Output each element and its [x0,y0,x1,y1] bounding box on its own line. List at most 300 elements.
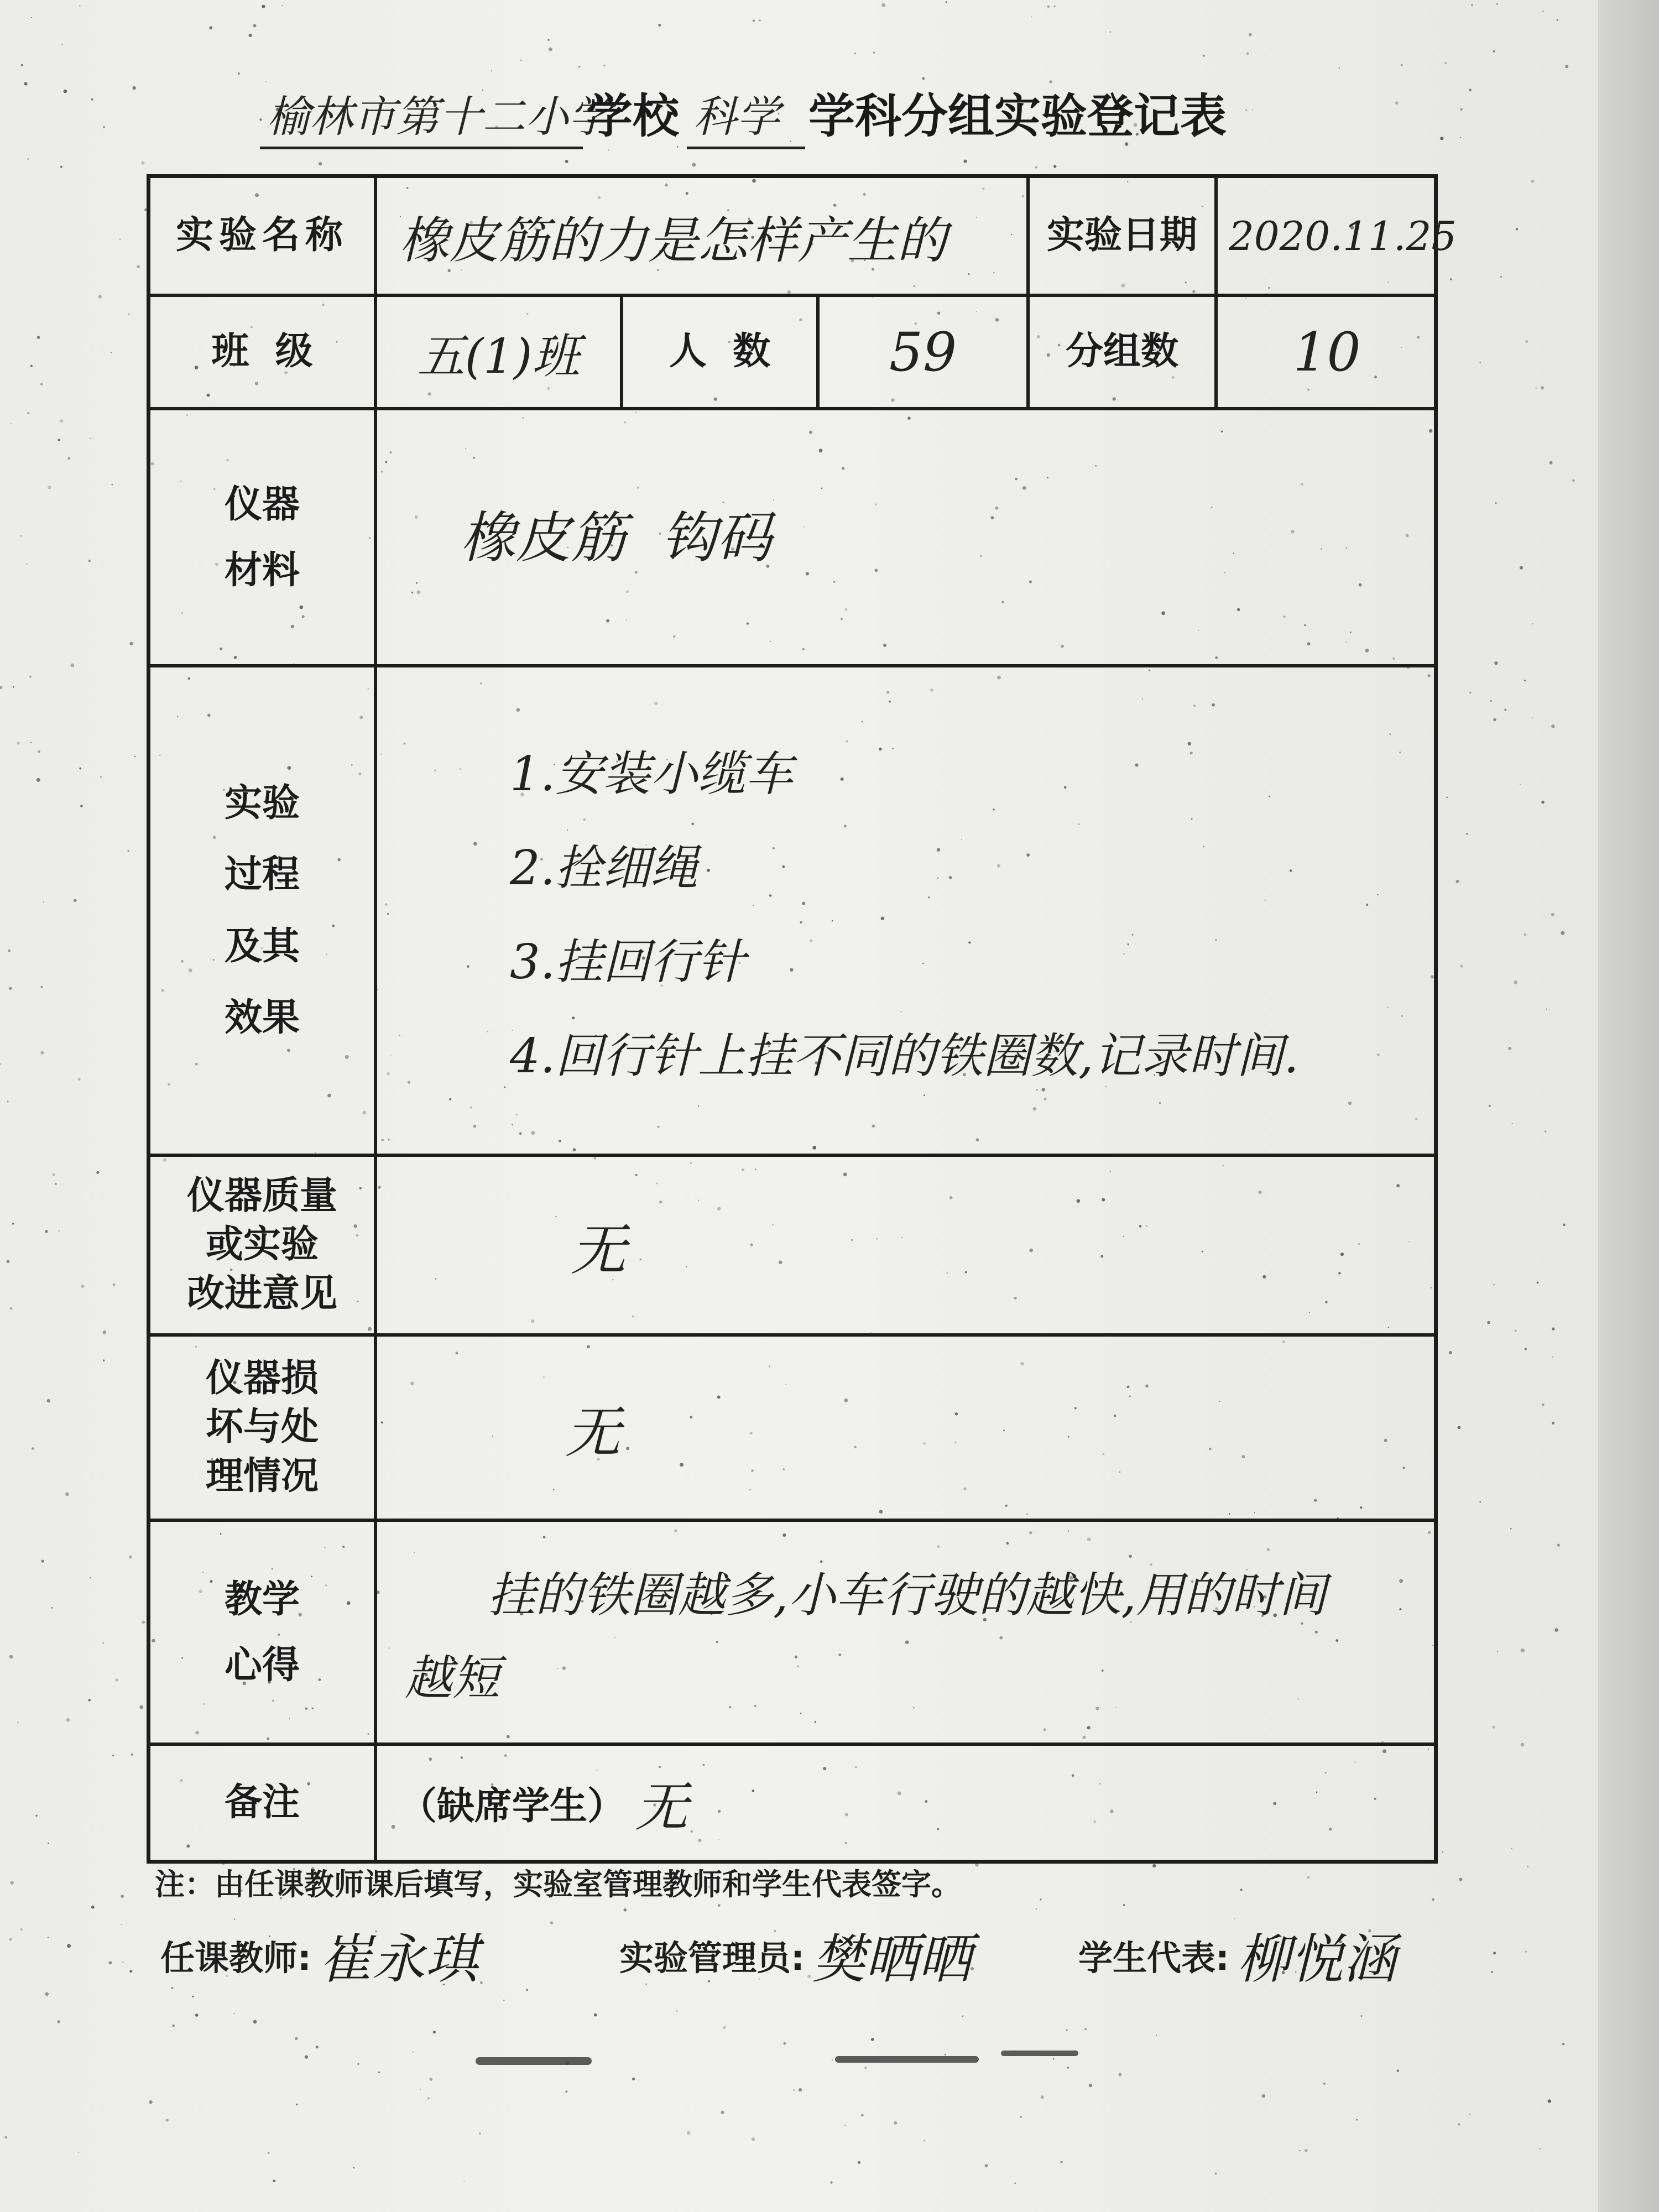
speckle-dot [1493,50,1495,53]
speckle-dot [67,1944,71,1948]
speckle-dot [51,1607,53,1609]
speckle-dot [1521,1743,1525,1747]
value-headcount: 59 [820,297,1030,410]
speckle-dot [7,1100,9,1103]
speckle-dot [873,51,875,54]
label-remarks: 备注 [150,1746,377,1860]
label-experiment-name: 实验名称 [150,178,377,297]
speckle-dot [1493,718,1496,722]
speckle-dot [1542,11,1543,12]
speckle-dot [975,1863,978,1866]
speckle-dot [603,65,605,66]
speckle-dot [48,486,51,489]
speckle-dot [463,2180,465,2182]
speckle-dot [1466,833,1468,835]
ink-smudge [835,2056,979,2063]
speckle-dot [1299,2150,1300,2151]
school-suffix: 学校 [586,89,680,143]
speckle-dot [21,64,23,66]
speckle-dot [964,160,967,163]
speckle-dot [1152,1864,1156,1867]
speckle-dot [1047,6,1050,8]
speckle-dot [1516,228,1518,230]
speckle-dot [1249,33,1252,36]
speckle-dot [1552,1327,1554,1330]
speckle-dot [0,1063,1,1065]
speckle-dot [122,1961,124,1963]
speckle-dot [1510,1528,1512,1530]
speckle-dot [132,86,135,90]
speckle-dot [209,26,212,29]
speckle-dot [1456,880,1459,883]
speckle-dot [1514,980,1517,984]
speckle-dot [1446,796,1448,798]
speckle-dot [1512,1123,1513,1124]
speckle-dot [40,383,43,386]
speckle-dot [1215,2173,1217,2175]
speckle-dot [127,850,129,852]
speckle-dot [1524,933,1526,936]
lab-manager-label: 实验管理员: [619,1937,805,1978]
speckle-dot [1525,340,1528,343]
speckle-dot [565,2090,567,2093]
speckle-dot [752,2137,755,2141]
speckle-dot [1537,1281,1539,1284]
process-steps [377,667,1436,1157]
speckle-dot [1203,55,1205,57]
reflection-text [377,1522,1436,1746]
speckle-dot [1493,1284,1495,1286]
speckle-dot [103,1642,104,1644]
teacher-signature [160,1919,478,1991]
speckle-dot [90,1577,91,1579]
speckle-dot [1535,388,1537,389]
speckle-dot [1040,1898,1041,1900]
value-absent-students: 无 [635,1776,688,1838]
speckle-dot [55,1183,57,1185]
speckle-dot [1545,1130,1547,1133]
speckle-dot [142,1621,145,1624]
label-class: 班 级 [150,297,377,410]
speckle-dot [565,160,568,163]
speckle-dot [41,986,43,988]
speckle-dot [687,2131,691,2135]
speckle-dot [130,642,133,645]
student-rep-name: 柳悦涵 [1237,1928,1396,1990]
speckle-dot [78,2152,79,2153]
speckle-dot [10,1307,13,1310]
speckle-dot [10,1881,14,1885]
speckle-dot [80,805,82,807]
speckle-dot [88,1699,91,1701]
speckle-dot [1552,1422,1554,1425]
speckle-dot [548,39,550,41]
speckle-dot [1479,1501,1481,1503]
speckle-dot [549,48,552,51]
speckle-dot [1118,2073,1121,2077]
speckle-dot [60,419,63,422]
speckle-dot [111,352,112,353]
speckle-dot [253,24,257,28]
ink-smudge [476,2057,592,2065]
value-class: 五(1)班 [377,297,623,410]
speckle-dot [30,742,32,743]
speckle-dot [78,1078,81,1081]
speckle-dot [96,1171,99,1174]
value-damage: 无 [377,1337,1436,1522]
speckle-dot [253,2020,257,2024]
speckle-dot [1036,1908,1037,1910]
speckle-dot [172,2025,175,2027]
speckle-dot [881,3,885,7]
speckle-dot [249,34,252,37]
speckle-dot [1339,67,1340,69]
speckle-dot [1123,1904,1125,1906]
speckle-dot [45,1230,48,1233]
speckle-dot [129,1556,132,1559]
speckle-dot [378,2072,380,2073]
speckle-dot [924,2140,925,2141]
speckle-dot [81,1285,84,1288]
speckle-dot [433,2031,436,2033]
speckle-dot [121,1895,123,1897]
speckle-dot [1458,2123,1460,2125]
speckle-dot [1469,88,1472,91]
speckle-dot [26,563,28,565]
speckle-dot [31,17,32,18]
speckle-dot [119,238,121,240]
speckle-dot [1252,109,1253,111]
speckle-dot [578,66,580,67]
reflection-line: 越短 [405,1650,500,1706]
speckle-dot [854,53,856,54]
speckle-dot [1557,1544,1560,1547]
speckle-dot [658,24,661,27]
speckle-dot [799,2088,802,2091]
speckle-dot [17,1721,19,1723]
speckle-dot [1307,1876,1310,1879]
speckle-dot [103,126,105,128]
speckle-dot [103,1360,105,1361]
speckle-dot [427,2097,430,2099]
speckle-dot [17,742,19,744]
speckle-dot [4,2136,7,2138]
speckle-dot [1551,913,1554,916]
speckle-dot [1565,65,1568,68]
speckle-dot [1014,2182,1016,2184]
speckle-dot [1060,2161,1063,2164]
speckle-dot [1444,62,1447,64]
speckle-dot [1515,1330,1517,1332]
speckle-dot [28,158,29,159]
speckle-dot [1053,2058,1055,2060]
process-step: 1.安装小缆车 [510,746,794,802]
speckle-dot [1493,1726,1495,1729]
speckle-dot [47,1399,50,1402]
signature-row [160,1919,1443,1991]
speckle-dot [281,5,283,6]
speckle-dot [91,1906,95,1909]
speckle-dot [1531,180,1534,183]
process-step: 3.挂回行针 [510,934,746,990]
speckle-dot [844,2125,846,2126]
lab-manager-signature [619,1919,972,1991]
speckle-dot [192,1996,194,1997]
speckle-dot [38,750,40,753]
speckle-dot [1521,1648,1525,1652]
label-process: 实验 过程 及其 效果 [150,667,377,1157]
speckle-dot [1053,165,1056,168]
speckle-dot [608,149,609,151]
speckle-dot [316,2046,319,2048]
experiment-registration-table [147,174,1457,1864]
speckle-dot [35,1815,38,1817]
speckle-dot [1442,1851,1443,1853]
speckle-dot [1460,137,1461,138]
speckle-dot [1031,17,1032,18]
speckle-dot [1041,2095,1044,2099]
speckle-dot [491,70,493,72]
speckle-dot [1245,109,1247,111]
speckle-dot [1572,479,1574,482]
speckle-dot [721,2111,724,2114]
speckle-dot [1020,2116,1022,2118]
speckle-dot [894,2121,897,2125]
speckle-dot [139,1705,143,1709]
remarks-field [377,1746,1436,1860]
speckle-dot [9,1938,12,1941]
speckle-dot [58,1230,60,1232]
speckle-dot [1561,931,1565,935]
speckle-dot [692,163,696,167]
speckle-dot [1460,964,1463,968]
speckle-dot [70,664,74,667]
speckle-dot [296,2104,298,2105]
speckle-dot [90,438,91,440]
speckle-dot [985,2164,988,2167]
ink-smudge [1001,2051,1078,2056]
speckle-dot [295,2037,298,2041]
speckle-dot [79,768,81,770]
speckle-dot [1246,53,1249,55]
speckle-dot [1494,661,1498,665]
speckle-dot [1089,2084,1092,2087]
speckle-dot [137,265,140,268]
speckle-dot [946,1,947,3]
speckle-dot [64,90,67,93]
value-group-count: 10 [1218,297,1436,410]
speckle-dot [1432,1898,1434,1901]
speckle-dot [319,162,322,165]
speckle-dot [503,2000,505,2001]
speckle-dot [1262,2094,1265,2098]
speckle-dot [13,686,14,688]
speckle-dot [357,2063,359,2065]
speckle-dot [1471,4,1473,6]
speckle-dot [1460,108,1463,111]
speckle-dot [1563,1224,1565,1226]
label-improvement: 仪器质量 或实验 改进意见 [150,1157,377,1337]
speckle-dot [45,1992,49,1996]
speckle-dot [7,1260,10,1263]
speckle-dot [1500,276,1502,278]
speckle-dot [32,1447,34,1450]
label-headcount: 人 数 [623,297,820,410]
speckle-dot [1066,2030,1068,2031]
speckle-dot [1520,784,1521,785]
speckle-dot [20,535,22,537]
value-experiment-name: 橡皮筋的力是怎样产生的 [377,178,1030,297]
speckle-dot [783,2042,786,2045]
speckle-dot [353,2167,354,2168]
speckle-dot [420,2089,421,2090]
speckle-dot [1469,2114,1470,2115]
speckle-dot [594,2013,597,2017]
speckle-dot [195,2013,199,2017]
speckle-dot [88,560,91,562]
speckle-dot [1493,1952,1496,1954]
process-step: 2.拴细绳 [510,840,698,896]
speckle-dot [113,1284,115,1286]
speckle-dot [1525,1348,1527,1350]
speckle-dot [129,1970,132,1973]
speckle-dot [1479,362,1481,363]
process-step: 4.回行针上挂不同的铁圈数,记录时间. [510,1028,1299,1084]
speckle-dot [67,457,70,460]
speckle-dot [131,1754,133,1756]
speckle-dot [112,484,113,486]
speckle-dot [238,72,240,75]
speckle-dot [1401,64,1402,66]
speckle-dot [412,2051,414,2053]
speckle-dot [109,1961,112,1964]
speckle-dot [112,1755,114,1756]
speckle-dot [1562,2043,1565,2046]
teacher-name: 崔永琪 [319,1928,478,1990]
speckle-dot [12,1223,14,1225]
speckle-dot [1504,708,1506,711]
speckle-dot [520,60,521,61]
speckle-dot [871,2038,874,2041]
speckle-dot [1323,2083,1326,2085]
speckle-dot [1541,801,1545,804]
speckle-dot [1546,1009,1547,1010]
value-improvement: 无 [377,1157,1436,1337]
speckle-dot [1397,2070,1399,2072]
label-damage: 仪器损 坏与处 理情况 [150,1337,377,1522]
speckle-dot [0,686,2,690]
speckle-dot [1511,1848,1512,1850]
speckle-dot [116,1678,118,1681]
label-experiment-date: 实验日期 [1030,178,1218,297]
speckle-dot [11,423,12,424]
speckle-dot [91,98,93,101]
speckle-dot [1487,1321,1490,1324]
speckle-dot [234,2013,235,2014]
speckle-dot [30,365,33,367]
student-rep-signature [1078,1919,1396,1991]
student-rep-label: 学生代表: [1078,1937,1229,1978]
speckle-dot [1539,2148,1541,2150]
subject-handwritten: 科学 [687,82,805,149]
speckle-dot [1489,1105,1491,1107]
teacher-label: 任课教师: [160,1937,311,1978]
speckle-dot [632,2078,635,2080]
speckle-dot [9,987,12,990]
speckle-dot [1520,566,1523,570]
speckle-dot [1156,2034,1157,2036]
speckle-dot [24,82,27,85]
absent-students-label: （缺席学生） [399,1784,625,1828]
speckle-dot [128,314,130,315]
speckle-dot [1497,1651,1498,1652]
label-group-count: 分组数 [1030,297,1218,410]
speckle-dot [66,1718,70,1722]
reflection-line: 挂的铁圈越多,小车行驶的越快,用的时间 [488,1567,1327,1623]
school-name-handwritten: 榆林市第十二小学 [260,82,583,149]
speckle-dot [1458,1426,1461,1430]
speckle-dot [48,1937,49,1938]
speckle-dot [1110,31,1112,33]
speckle-dot [1449,1351,1452,1354]
speckle-dot [1395,102,1398,105]
speckle-dot [57,2020,60,2023]
speckle-dot [53,1173,55,1176]
speckle-dot [1551,724,1555,728]
speckle-dot [479,2132,481,2135]
speckle-dot [858,2161,860,2164]
speckle-dot [41,1560,44,1563]
speckle-dot [1525,1951,1527,1953]
speckle-dot [1532,623,1533,625]
speckle-dot [1440,137,1443,140]
form-title [260,77,1230,149]
speckle-dot [624,1908,627,1912]
speckle-dot [60,166,62,168]
speckle-dot [1542,1404,1544,1406]
speckle-dot [1054,6,1056,7]
speckle-dot [1524,680,1526,681]
speckle-dot [121,1924,122,1925]
speckle-dot [1240,1889,1243,1891]
speckle-dot [864,2067,867,2069]
speckle-dot [723,2026,726,2029]
speckle-dot [134,756,136,758]
speckle-dot [1469,692,1472,694]
speckle-dot [74,899,76,902]
speckle-dot [9,1655,13,1659]
speckle-dot [36,778,40,782]
speckle-dot [759,20,761,22]
speckle-dot [48,1843,49,1844]
speckle-dot [149,2100,152,2104]
speckle-dot [1527,1866,1528,1867]
form-footnote: 注：由任课教师课后填写，实验室管理教师和学生代表签字。 [155,1867,961,1902]
speckle-dot [1490,700,1492,702]
speckle-dot [1491,1971,1493,1973]
speckle-dot [1557,19,1558,21]
speckle-dot [1541,386,1544,389]
value-materials: 橡皮筋 钩码 [377,410,1436,667]
lab-manager-name: 樊晒晒 [812,1928,972,1990]
speckle-dot [1305,2149,1308,2152]
speckle-dot [861,2114,864,2117]
speckle-dot [1450,278,1452,280]
value-experiment-date: 2020.11.25 [1218,178,1436,297]
speckle-dot [103,1331,106,1334]
speckle-dot [165,2119,169,2122]
speckle-dot [268,2152,270,2154]
